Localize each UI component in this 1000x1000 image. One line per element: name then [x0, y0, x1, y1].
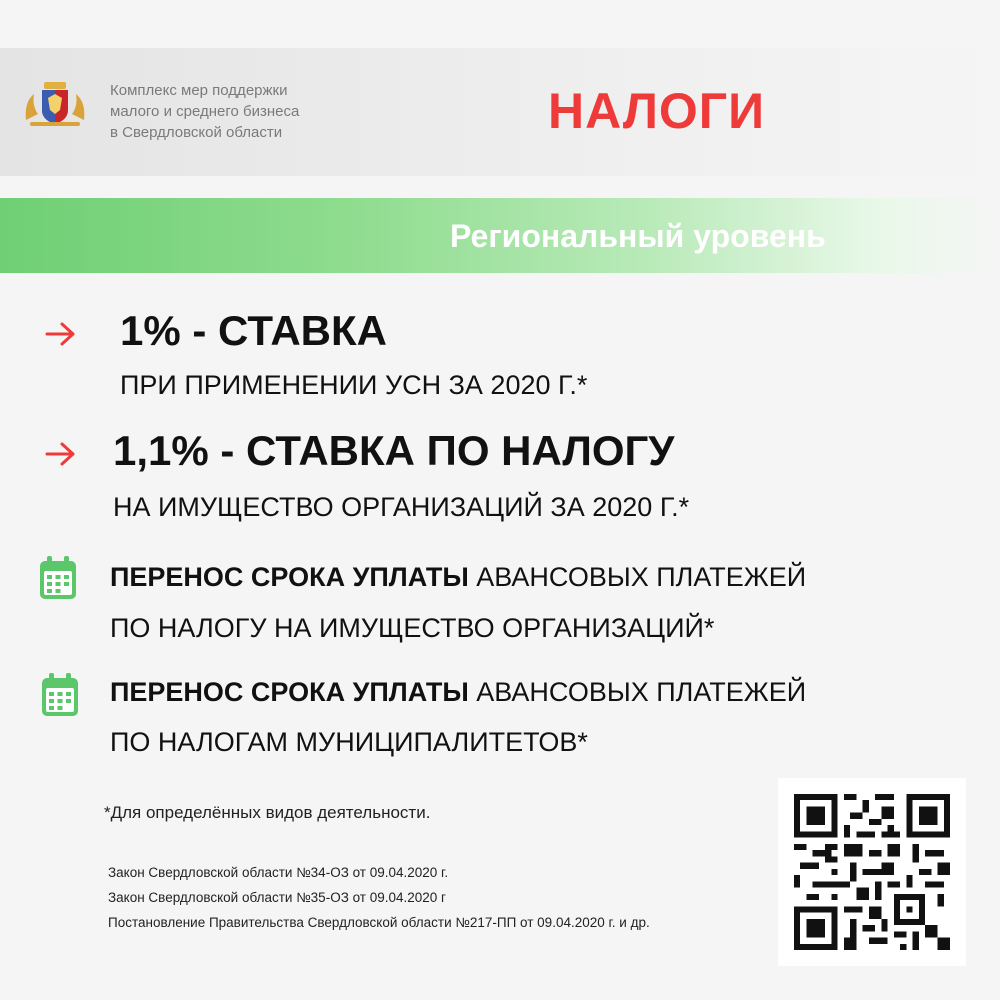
qr-code-icon	[794, 794, 950, 950]
item-4-bold: ПЕРЕНОС СРОКА УПЛАТЫ	[110, 677, 469, 707]
sverdlovsk-coat-of-arms-icon	[22, 80, 88, 128]
qr-code[interactable]	[778, 778, 966, 966]
law-reference-2: Закон Свердловской области №35-ОЗ от 09.04.2020 г	[108, 890, 446, 905]
footnote: *Для определённых видов деятельности.	[104, 803, 431, 822]
item-3-line-1	[110, 562, 806, 593]
arrow-right-icon	[44, 320, 78, 348]
item-2-detail: НА ИМУЩЕСТВО ОРГАНИЗАЦИЙ ЗА 2020 Г.*	[113, 492, 690, 522]
org-line-3: в Свердловской области	[110, 124, 283, 141]
law-reference-3: Постановление Правительства Свердловской области №217-ПП от 09.04.2020 г. и др.	[108, 915, 650, 930]
org-line-2: малого и среднего бизнеса	[110, 103, 300, 120]
organization-text	[110, 80, 370, 143]
item-3-bold: ПЕРЕНОС СРОКА УПЛАТЫ	[110, 562, 469, 592]
calendar-icon	[38, 555, 78, 601]
law-reference-1: Закон Свердловской области №34-ОЗ от 09.04.2020 г.	[108, 865, 449, 880]
item-1-heading: 1% - СТАВКА	[120, 307, 387, 354]
item-4-line-1	[110, 677, 806, 708]
page-title: НАЛОГИ	[548, 83, 766, 139]
arrow-right-icon	[44, 440, 78, 468]
item-4-rest: АВАНСОВЫХ ПЛАТЕЖЕЙ	[468, 677, 807, 707]
item-1-detail: ПРИ ПРИМЕНЕНИИ УСН ЗА 2020 Г.*	[120, 370, 588, 400]
item-3-rest: АВАНСОВЫХ ПЛАТЕЖЕЙ	[468, 562, 807, 592]
item-3-line-2: ПО НАЛОГУ НА ИМУЩЕСТВО ОРГАНИЗАЦИЙ*	[110, 613, 715, 643]
section-band-label: Региональный уровень	[450, 218, 826, 254]
calendar-icon	[40, 672, 80, 718]
org-line-1: Комплекс мер поддержки	[110, 82, 288, 99]
item-2-heading: 1,1% - СТАВКА ПО НАЛОГУ	[113, 427, 675, 474]
item-4-line-2: ПО НАЛОГАМ МУНИЦИПАЛИТЕТОВ*	[110, 727, 588, 757]
